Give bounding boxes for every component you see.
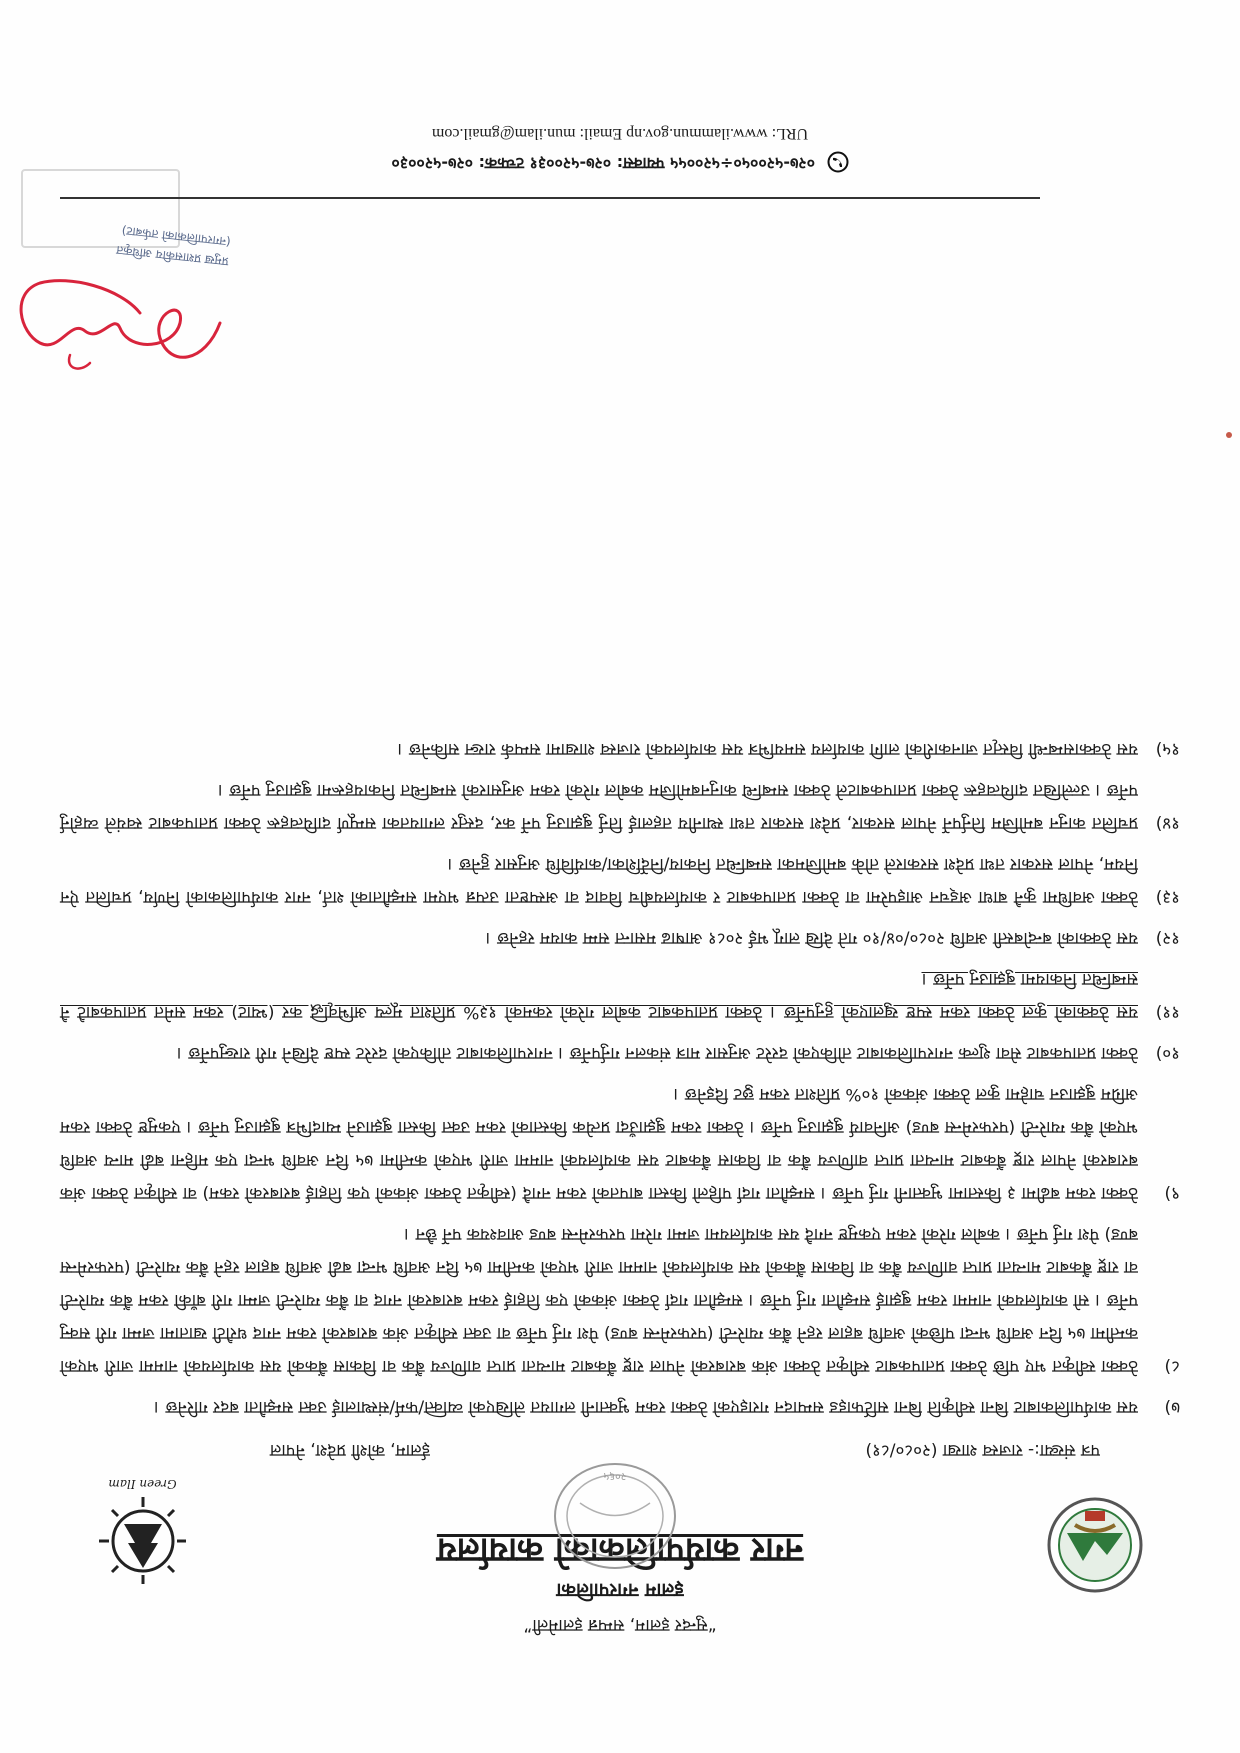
letter-number: पत्र संख्या:- राजस्व शाखा (२०८०/८१): [865, 1440, 1100, 1460]
signatory-designation: प्रमुख प्रशासकीय अधिकृत: [115, 243, 230, 269]
condition-text: ठेक्का अवधिमा कुनै बाधा अड्चन आइपरेमा वा ठेक्का प्रतापकबाट र कार्यालयबीच विवाद वा अस्पष्टता उत्पन्न भएमा सम्झौताको शर्त, नगर कार्यपालिकाको निर्णय, प्रचलित ऐन नियम, नेपाल सरकार तथा प्रदेश सरकारले तोके बमोजिमका सम्बन्धित निकाय/निर्देशिका/कार्यविधि अनुसार हुनेछ ।: [60, 854, 1138, 907]
condition-number: १५): [1155, 739, 1180, 759]
condition-text: यस ठेक्काको बन्दोबस्ती अवधि २०८०/०४/१० गते देखि लागू भई २०८१ आषाढ मसान्त सम्म कायम रहनेछ ।: [485, 928, 1138, 948]
condition-text: यस ठेक्कासम्बन्धी विस्तृत जानकारीको लागि कार्यालय समयभित्र यस कार्यालयको राजस्व शाखामा सम्पर्क राख्न सकिनेछ ।: [397, 739, 1138, 759]
green-logo-label: Green Ilam: [108, 1477, 177, 1491]
footer-divider: [60, 197, 1040, 199]
paper-mark: [1226, 432, 1232, 438]
condition-item: [60, 1217, 1180, 1382]
signatory-note: (नगरपालिकाको तर्फबाट): [121, 223, 232, 249]
condition-item: [60, 1077, 1180, 1209]
condition-text: यस कार्यपालिकाबाट बिना स्वीकृति बिना सर्टिफाइड सम्पादन गराइएको ठेक्का रकम भुक्तानी लगायत लेखिएको व्यक्ति/फर्म/संस्थालाई उक्त सम्झौता बदर गरिनेछ ।: [153, 1397, 1138, 1417]
condition-number: ७): [1164, 1397, 1180, 1417]
condition-text: यस ठेक्काको कुल ठेक्का रकम स्पष्ट खुलाएको हुनुपर्नेछ । ठेक्का प्रतापकबाट कबोल गरेको रकमको १३% प्रतिशत मूल्य अभिवृद्धि कर (भ्याट) रकम समेत प्रतापकबाटै नै सम्बन्धित निकायमा बुझाउनु पर्नेछ ।: [60, 969, 1138, 1022]
condition-number: ८): [1164, 1356, 1180, 1376]
condition-item: [60, 1036, 1180, 1069]
office-title: नगर कार्यपालिकाको कार्यालय: [436, 1530, 804, 1570]
footer-contact: [0, 152, 1240, 176]
condition-item: [60, 773, 1180, 839]
seal-year: २०६५: [603, 1470, 627, 1483]
conditions-list: [60, 724, 1180, 1423]
condition-number: १०): [1155, 1043, 1180, 1063]
phone-icon: [827, 152, 849, 174]
condition-number: १४): [1155, 813, 1180, 833]
condition-item: [60, 1390, 1180, 1423]
municipality-name: इलाम नगरपालिका: [556, 1579, 684, 1601]
address-line: ईलाम, कोशी प्रदेश, नेपाल: [269, 1440, 430, 1460]
green-ilam-logo-icon: [95, 1493, 190, 1588]
condition-text: ठेक्का रकम बढीमा ३ किस्तामा भुक्तानी गर्नु पर्नेछ । सम्झौता गर्दा पहिलो किस्ता बापतको रकम नगदै (स्वीकृत ठेक्का अंकको एक तिहाई बराबरको रकम) वा स्वीकृत ठेक्का अंक बराबरको नेपाल राष्ट्र बैंकबाट मान्यता प्राप्त वाणिज्य बैंक वा विकास बैंकबाट यस कार्यालयको नाममा जारी भएको कम्तीमा ७५ दिन अवधि भन्दा एक महिना बढी मान्य अवधि भएको बैंक ग्यारेन्टी (परफरमेन्स बण्ड) अनिवार्य बुझाउनु पर्नेछ । ठेक्का रकम बुझाउँदा प्रत्येक किस्ताको रकम उक्त किस्ता बुझाउने म्यादभित्र बुझाउनु पर्नेछ । एकमुष्ट ठेक्का रकम अग्रिम बुझाउन चाहेमा कुल ठेक्का अंकको १०% प्रतिशत रकम छुट दिइनेछ ।: [60, 1084, 1138, 1203]
condition-number: ११): [1155, 1002, 1180, 1022]
condition-number: १२): [1155, 928, 1180, 948]
condition-item: [60, 962, 1180, 1028]
condition-item: [60, 847, 1180, 913]
signatory-stamp: [58, 214, 231, 272]
condition-item: [60, 921, 1180, 954]
footer-contact-text: ०२७-५२००५०÷५२००५५ फ्याक्स: ०२७-५२००३१ टच्फक: ०२७-५२००३०: [391, 154, 815, 173]
letterhead: [0, 1423, 1240, 1753]
condition-text: ठेक्का प्रतापकबाट सेवा शुल्क नगरपालिकाबाट तोकिएको दररेट अनुसार मात्र संकलन गर्नुपर्नेछ । नगरपालिकाबाट तोकिएको दररेट स्पष्ट देखिने गरी राख्नुपर्नेछ ।: [176, 1043, 1138, 1063]
office-seal-stamp-icon: [550, 1458, 680, 1573]
condition-text: ठेक्का स्वीकृत भए पछि ठेक्का प्रतापकबाट स्वीकृत ठेक्का अंक बराबरको नेपाल राष्ट्र बैंकबाट मान्यता प्राप्त वाणिज्य बैंक वा विकास बैंकको यस कार्यालयको नाममा जारी भएको कम्तीमा ७५ दिन अवधि भन्दा पछिको अवधि बहाल रहने बैंक ग्यारेन्टी (परफरमेन्स बण्ड) पेश गर्नु पर्नेछ वा उक्त स्वीकृत अंक बराबरको रकम नगद धरौटी खातामा जम्मा गरी सक्नु पर्नेछ । सो कार्यालयको नाममा रकम बुझाई सम्झौता गर्नु पर्नेछ । सम्झौता गर्दा ठेक्का अंकको एक तिहाई रकम बराबरको नगद वा बैंक ग्यारेन्टी जम्मा गरी बाँकी रकम बैंक ग्यारेन्टी वा राष्ट्र बैंकबाट मान्यता प्राप्त वाणिज्य बैंक वा विकास बैंकको यस कार्यालयको नाममा जारी भएको कम्तीमा ७५ दिन अवधि भन्दा बढी अवधि बहाल रहने बैंक ग्यारेन्टी (परफरमेन्स बण्ड) पेश गर्नु पर्नेछ । कबोल गरेको रकम एकमुष्ट नगदै यस कार्यालयमा जम्मा गरेमा परफरमेन्स बण्ड आवश्यक पर्ने छैन ।: [60, 1224, 1138, 1376]
handwritten-signature-icon: [0, 268, 240, 383]
condition-item: [60, 732, 1180, 765]
condition-text: प्रचलित कानुन बमोजिम तिर्नुपर्ने नेपाल सरकार, प्रदेश सरकार तथा स्थानीय तहलाई तिर्नु बुझाउनु पर्ने कर, दस्तुर लगायतका सम्पूर्ण दायित्वहरू ठेक्का प्रतापकबाट स्वयंले व्यहोर्नु पर्नेछ । उल्लेखित दायित्वहरू ठेक्का प्रतापकबाटले ठेक्का सम्बन्धि कानुनबमोजिम कबोल गरेको रकम अनुसारको सम्बन्धित निकायहरूमा बुझाउनु पर्नेछ ।: [60, 780, 1138, 833]
footer-url: URL: www.ilammun.gov.np Email: mun.ilam@gmail.com: [431, 125, 809, 142]
condition-number: १३): [1155, 887, 1180, 907]
condition-number: ९): [1164, 1183, 1180, 1203]
motto-text: “सुन्दर इलाम, सम्पन्न इलामेली”: [523, 1615, 717, 1635]
